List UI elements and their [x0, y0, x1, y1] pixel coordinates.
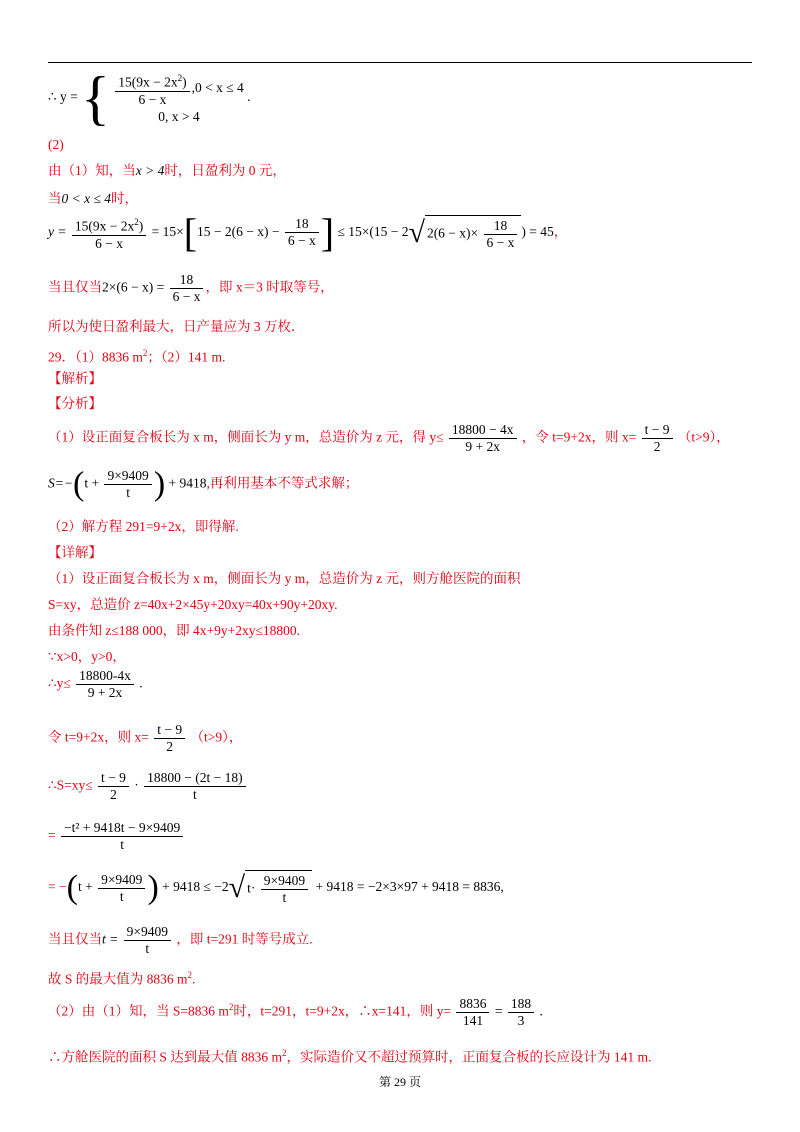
text-line: ∴方舱医院的面积 S 达到最大值 8836 $m^2$，实际造价又不超过预算时，正面复合板的长应设计为 141 m. — [48, 1048, 652, 1065]
equation-line: S=−(t + $\frac{9\times 9409}{t}$ ) + 9418,再利用基本不等式求解； — [48, 465, 359, 503]
text-line: ∵x>0，y>0， — [48, 649, 126, 664]
answer-29: 29．（1）8836 $m^2$；（2）141 m. — [48, 348, 226, 365]
text-line: 由（1）知，当x > 4时，日盈利为 0 元， — [48, 163, 286, 178]
section-label: 【分析】 — [48, 396, 102, 411]
text-line: 当0 < x ≤ 4时， — [48, 191, 139, 206]
text-line: （2）解方程 291=9+2x，即得解. — [48, 519, 239, 534]
text-line: （2）由（1）知，当 S=8836 $m^2$时，t=291，t=9+2x，∴x=141，则 y= $\frac{8836}{141}$ = $\frac{188}{3}$ . — [48, 996, 543, 1028]
part-2-label: (2) — [48, 137, 64, 152]
piecewise-function: ∴ y = { $\frac{15(9x - 2x^2)}{6 - x}$ ,0 < x ≤ 4 0, x > 4 . — [48, 65, 251, 131]
equation-line: y = $\frac{15(9x - 2x^2)}{6 - x}$ = 15×[15 − 2(6 − x) − $\frac{18}{6 - x}$ ] ≤ 15×(15 − 2√ 2(6 − x)× $\frac{18}{6 - x}$ ) = 45， — [48, 209, 568, 255]
page-number: 第 29 页 — [378, 1075, 421, 1089]
text-line: （1）设正面复合板长为 x m，侧面长为 y m，总造价为 z 元，得 y≤ $\frac{18800 - 4x}{9 + 2x}$ ，令 t=9+2x，则 x= $\frac{t - 9}{2}$ （t>9）， — [48, 422, 730, 454]
piecewise-cases: $\frac{15(9x - 2x^2)}{6 - x}$ ,0 < x ≤ 4 0, x > 4 — [113, 70, 244, 126]
text-line: 所以为使日盈利最大，日产量应为 3 万枚． — [48, 319, 305, 334]
text-line: 当且仅当2×(6 − x) = $\frac{18}{6 - x}$ ，即 x＝3 时取等号， — [48, 272, 334, 304]
text-line: 故 S 的最大值为 8836 $m^2$. — [48, 970, 196, 987]
text-line: 当且仅当t = $\frac{9\times 9409}{t}$ ，即 t=291 时等号成立. — [48, 924, 313, 956]
section-label: 【详解】 — [48, 545, 102, 560]
brace-symbol: { — [81, 65, 110, 131]
header-rule — [48, 62, 752, 63]
section-label: 【解析】 — [48, 371, 102, 386]
text-line: 由条件知 z≤188 000，即 4x+9y+2xy≤18800. — [48, 623, 301, 638]
text-line: = −(t + $\frac{9\times 9409}{t}$ ) + 9418 ≤ −2√ t· $\frac{9\times 9409}{t}$ + 9418 = −2×3×97 + 9418 = 8836, — [48, 869, 504, 906]
text-line: 令 t=9+2x，则 x= $\frac{t - 9}{2}$ （t>9）， — [48, 722, 243, 754]
text-line: S=xy，总造价 z=40x+2×45y+20xy=40x+90y+20xy. — [48, 597, 338, 612]
text-line: = $\frac{\text{−t² + 9418t − 9×9409}}{t}$ — [48, 820, 185, 853]
text-line: （1）设正面复合板长为 x m，侧面长为 y m，总造价为 z 元，则方舱医院的面积 — [48, 571, 521, 586]
text-line: ∴y≤ $\frac{18800-4x}{9 + 2x}$ . — [48, 668, 143, 700]
text-line: ∴S=xy≤ $\frac{t - 9}{2}$ · $\frac{18800 - (2t - 18)}{t}$ — [48, 770, 248, 803]
